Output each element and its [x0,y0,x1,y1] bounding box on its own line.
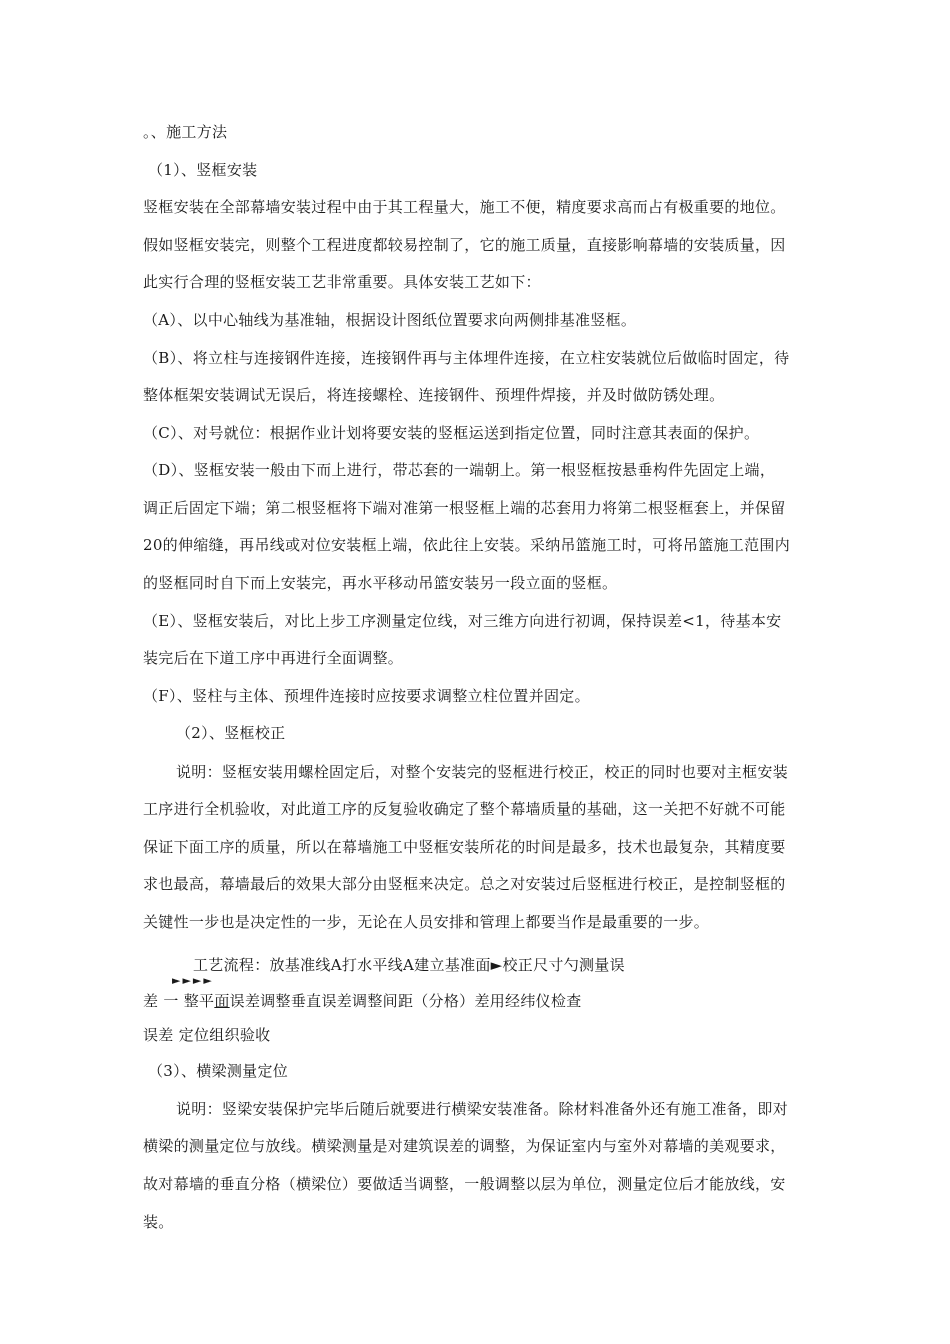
process-flow-line1: 工艺流程：放基准线A打水平线A建立基准面►校正尺寸勺测量误 [193,956,625,974]
sub3-para-line1: 说明：竖梁安装保护完毕后随后就要进行横梁安装准备。除材料准备外还有施工准备，即对 [176,1100,789,1118]
process-flow-line2-suffix: 误差调整垂直误差调整间距（分格）差用经纬仪检查 [229,992,582,1010]
sub2-para-line5: 关键性一步也是决定性的一步，无论在人员安排和管理上都要当作是最重要的一步。 [143,913,710,931]
sub1-item-b-line2: 整体框架安装调试无误后，将连接螺栓、连接钢件、预埋件焊接，并及时做防锈处理。 [143,386,725,404]
sub2-para-line3: 保证下面工序的质量，所以在幕墙施工中竖框安装所花的时间是最多，技术也最复杂，其精度要 [143,838,786,856]
sub1-item-d-line2: 调正后固定下端；第二根竖框将下端对准第一根竖框上端的芯套用力将第二根竖框套上，并保留 [143,499,786,517]
sub1-para1-line1: 竖框安装在全部幕墙安装过程中由于其工程量大，施工不便，精度要求高而占有极重要的地位。 [143,198,786,216]
sub1-item-e-line2: 装完后在下道工序中再进行全面调整。 [143,649,404,667]
sub1-para1-line2: 假如竖框安装完，则整个工程进度都较易控制了，它的施工质量，直接影响幕墙的安装质量，因 [143,236,786,254]
process-flow-arrows: ►►►► [172,974,214,987]
sub1-item-a: （A）、以中心轴线为基准轴，根据设计图纸位置要求向两侧排基准竖框。 [143,311,637,329]
sub3-para-line4: 装。 [143,1213,174,1231]
process-flow-line2-underlined: 面 [214,992,230,1010]
sub1-item-c: （C）、对号就位：根据作业计划将要安装的竖框运送到指定位置，同时注意其表面的保护。 [143,424,760,442]
sub1-item-b-line1: （B）、将立柱与连接钢件连接，连接钢件再与主体埋件连接，在立柱安装就位后做临时固定，待 [143,349,790,367]
sub1-item-f: （F）、竖柱与主体、预埋件连接时应按要求调整立柱位置并固定。 [143,687,590,705]
sub1-item-d-line3: 20的伸缩缝，再吊线或对位安装框上端，依此往上安装。采纳吊篮施工时，可将吊篮施工范围内 [143,536,790,554]
sub1-item-e-line1: （E）、竖框安装后，对比上步工序测量定位线，对三维方向进行初调，保持误差<1，待基本安 [143,612,782,630]
sub1-para1-line3: 此实行合理的竖框安装工艺非常重要。具体安装工艺如下： [143,273,541,291]
sub3-heading: （3）、横梁测量定位 [148,1062,289,1080]
process-flow-line3: 误差 定位组织验收 [143,1026,271,1044]
sub1-item-d-line4: 的竖框同时自下而上安装完，再水平移动吊篮安装另一段立面的竖框。 [143,574,618,592]
process-flow-line2-prefix: 差 一 整平 [143,992,215,1010]
process-flow-line2 [143,991,582,1011]
sub2-heading: （2）、竖框校正 [176,724,286,742]
section-heading: 。、施工方法 [143,123,228,141]
sub2-para-line2: 工序进行全机验收，对此道工序的反复验收确定了整个幕墙质量的基础，这一关把不好就不可能 [143,800,786,818]
sub2-para-line1: 说明：竖框安装用螺栓固定后，对整个安装完的竖框进行校正，校正的同时也要对主框安装 [176,763,789,781]
sub3-para-line3: 故对幕墙的垂直分格（横梁位）要做适当调整，一般调整以层为单位，测量定位后才能放线，安 [143,1175,786,1193]
sub3-para-line2: 横梁的测量定位与放线。横梁测量是对建筑误差的调整，为保证室内与室外对幕墙的美观要求， [143,1137,786,1155]
sub2-para-line4: 求也最高，幕墙最后的效果大部分由竖框来决定。总之对安装过后竖框进行校正，是控制竖框的 [143,875,786,893]
sub1-item-d-line1: （D）、竖框安装一般由下而上进行，带芯套的一端朝上。第一根竖框按悬垂构件先固定上端， [143,461,776,479]
sub1-heading: （1）、竖框安装 [148,161,258,179]
